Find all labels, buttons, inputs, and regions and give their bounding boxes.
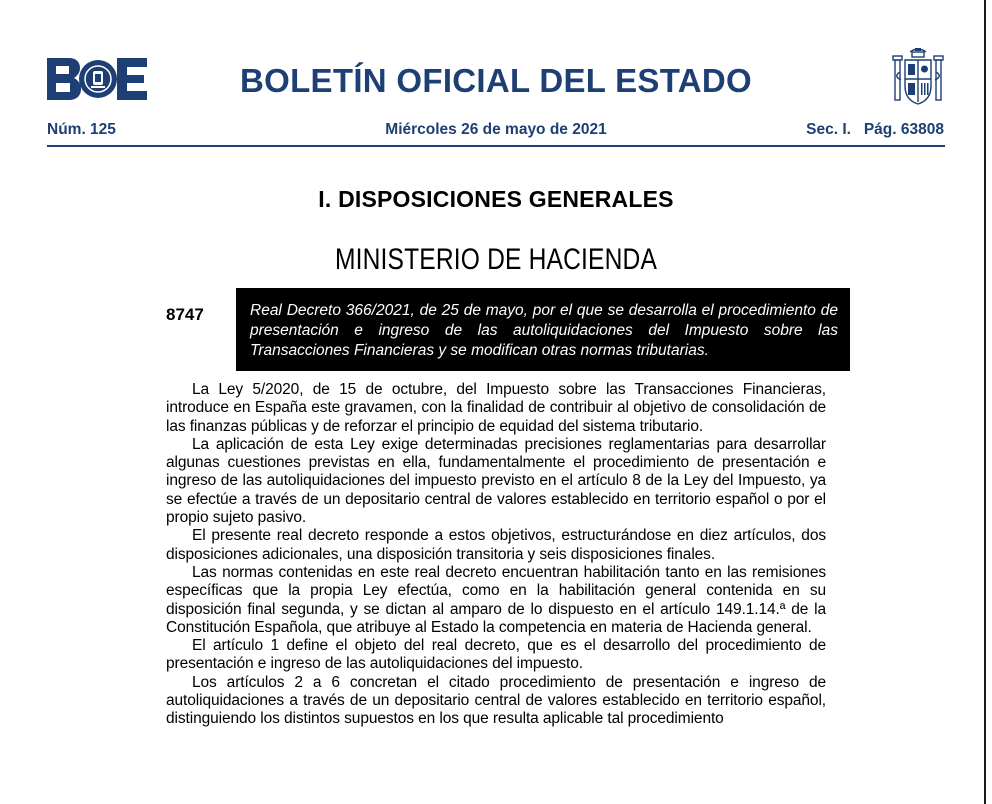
issue-number: Núm. 125 — [47, 121, 116, 138]
disposition-number: 8747 — [166, 305, 204, 324]
disposition-title-box — [236, 288, 850, 371]
ministry-title: MINISTERIO DE HACIENDA — [334, 243, 658, 276]
page-header — [0, 0, 992, 150]
paragraph: Los artículos 2 a 6 concretan el citado procedimiento de presentación e ingreso de autoliquidaciones a través de un depositario central de valores establecido en territorio español, distinguiendo los distintos supuestos en los que resulta aplicable tal procedimiento — [166, 673, 826, 728]
disposition-title: Real Decreto 366/2021, de 25 de mayo, por el que se desarrolla el procedimiento de presentación e ingreso de las autoliquidaciones del Impuesto sobre las Transacciones Financieras y se modifican otras normas tributarias. — [250, 302, 838, 359]
paragraph: La aplicación de esta Ley exige determinadas precisiones reglamentarias para desarrollar algunas cuestiones previstas en ella, fundamentalmente el procedimiento de presentación e ingreso de las autoliquidaciones del impuesto previsto en el artículo 8 de la Ley del Impuesto, ya se efectúe a través de un depositario central de valores establecido en territorio español o por el propio sujeto pasivo. — [166, 435, 826, 527]
coat-of-arms-icon — [891, 46, 945, 108]
paragraph: El artículo 1 define el objeto del real decreto, que es el desarrollo del procedimiento de presentación e ingreso de las autoliquidaciones del impuesto. — [166, 637, 826, 673]
paragraph: El presente real decreto responde a estos objetivos, estructurándose en diez artículos, dos disposiciones adicionales, una disposición transitoria y seis disposiciones finales. — [166, 527, 826, 563]
document-body — [166, 381, 826, 729]
header-divider — [47, 145, 945, 147]
paragraph: Las normas contenidas en este real decreto encuentran habilitación tanto en las remisiones específicas que la propia Ley efectúa, como en la habilitación general contenida en su disposición final segunda, y se dictan al amparo de lo dispuesto en el artículo 149.1.14.ª de la Constitución Española, que atribuye al Estado la competencia en materia de Hacienda general. — [166, 563, 826, 636]
paragraph: La Ley 5/2020, de 15 de octubre, del Impuesto sobre las Transacciones Financieras, introduce en España este gravamen, con la finalidad de contribuir al objetivo de consolidación de las finanzas públicas y de reforzar el principio de equidad del sistema tributario. — [166, 381, 826, 435]
section-title: I. DISPOSICIONES GENERALES — [318, 186, 674, 212]
section-page: Sec. I. Pág. 63808 — [806, 121, 944, 138]
issue-date: Miércoles 26 de mayo de 2021 — [385, 121, 607, 138]
gazette-title: BOLETÍN OFICIAL DEL ESTADO — [240, 62, 752, 99]
